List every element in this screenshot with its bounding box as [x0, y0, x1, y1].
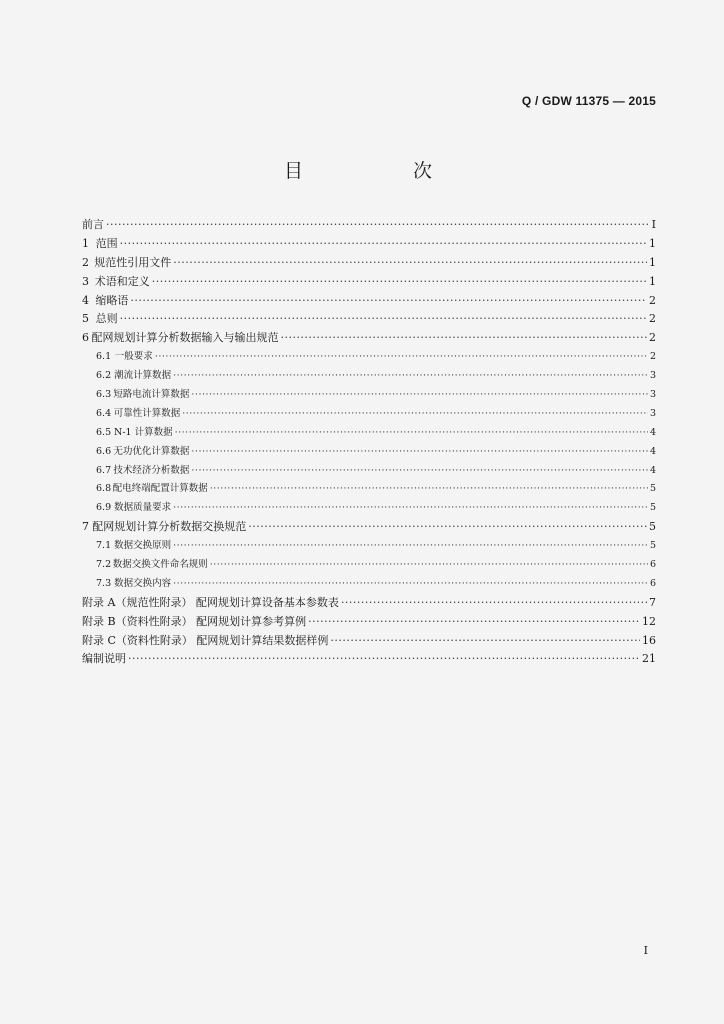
toc-entry-page: 4: [649, 464, 656, 476]
toc-leader-dots: [130, 292, 647, 311]
toc-entry-page: 3: [649, 370, 656, 382]
toc-leader-dots: [191, 462, 648, 481]
toc-entry-title: 一般要求: [114, 351, 153, 363]
toc-entry-title: 配电终端配置计算数据: [112, 483, 208, 495]
toc-entry-page: 1: [649, 255, 656, 269]
toc-leader-dots: [248, 518, 647, 537]
toc-entry-number: 7: [82, 520, 89, 534]
toc-entry-number: 6.2: [96, 370, 112, 382]
toc-entry[interactable]: [82, 348, 656, 367]
toc-entry-title: 前言: [82, 218, 104, 231]
toc-entry[interactable]: [82, 462, 656, 481]
toc-entry[interactable]: [82, 556, 656, 575]
toc-entry[interactable]: [82, 405, 656, 424]
toc-entry-title: 缩略语: [95, 293, 129, 307]
toc-entry-title: 规范性引用文件: [94, 255, 172, 269]
toc-entry-number: 7.1: [96, 540, 112, 552]
toc-entry-number: 6.7: [96, 464, 112, 476]
toc-entry-page: 5: [649, 502, 656, 514]
toc-leader-dots: [341, 594, 647, 613]
toc-entry-page: 1: [649, 274, 656, 288]
toc-entry[interactable]: [82, 254, 656, 273]
toc-leader-dots: [175, 424, 648, 443]
toc-entry-page: 21: [642, 652, 656, 666]
toc-entry[interactable]: [82, 424, 656, 443]
toc-entry-page: 4: [649, 426, 656, 438]
toc-entry-page: 7: [649, 595, 656, 609]
toc-entry[interactable]: [82, 613, 656, 632]
toc-leader-dots: [173, 537, 648, 556]
toc-leader-dots: [210, 480, 648, 499]
toc-entry-title: 技术经济分析数据: [113, 464, 190, 476]
toc-entry[interactable]: [82, 329, 656, 348]
toc-leader-dots: [173, 575, 648, 594]
toc-leader-dots: [128, 650, 640, 669]
toc-entry-page: 2: [649, 293, 656, 307]
toc-entry[interactable]: [82, 443, 656, 462]
toc-entry-page: 6: [649, 577, 656, 589]
toc-entry-page: 1: [649, 236, 656, 250]
toc-entry-number: 6: [82, 331, 89, 345]
toc-entry[interactable]: [82, 518, 656, 537]
toc-leader-dots: [280, 329, 647, 348]
toc-entry[interactable]: [82, 367, 656, 386]
toc-entry-page: 5: [649, 540, 656, 552]
toc-entry[interactable]: [82, 310, 656, 329]
toc-entry-title: 编制说明: [82, 652, 126, 666]
toc-entry-title: 无功优化计算数据: [113, 445, 190, 457]
toc-entry[interactable]: [82, 216, 656, 235]
toc-entry-title: 数据交换文件命名规则: [112, 559, 208, 571]
toc-entry-page: 3: [649, 389, 656, 401]
toc-entry[interactable]: [82, 537, 656, 556]
toc-entry-title: 数据质量要求: [114, 502, 172, 514]
toc-leader-dots: [106, 216, 648, 235]
toc-entry[interactable]: [82, 480, 656, 499]
toc-entry-number: 6.4: [96, 407, 112, 419]
toc-entry-page: 5: [649, 520, 656, 534]
toc-entry-page: 3: [649, 407, 656, 419]
toc-leader-dots: [173, 499, 648, 518]
toc-entry-number: 6.9: [96, 502, 112, 514]
toc-entry-title: 数据交换原则: [114, 540, 172, 552]
toc-leader-dots: [173, 367, 648, 386]
toc-entry-number: 6.8: [96, 483, 112, 495]
toc-entry-title: 范围: [95, 236, 118, 250]
toc-entry-title: 配网规划计算分析数据输入与输出规范: [91, 331, 279, 345]
toc-entry-title: 可靠性计算数据: [113, 407, 181, 419]
toc-leader-dots: [120, 235, 647, 254]
toc-entry-title: 潮流计算数据: [114, 370, 172, 382]
toc-entry[interactable]: [82, 499, 656, 518]
toc-entry-number: 7.2: [96, 559, 112, 571]
toc-entry-title: 配网规划计算分析数据交换规范: [92, 520, 247, 534]
toc-entry[interactable]: [82, 292, 656, 311]
toc-entry-page: 6: [649, 559, 656, 571]
toc-entry-page: 2: [649, 351, 656, 363]
toc-leader-dots: [155, 348, 648, 367]
toc-entry[interactable]: [82, 632, 656, 651]
toc-entry-number: 3: [82, 274, 89, 288]
standard-number: Q / GDW 11375 — 2015: [521, 94, 656, 108]
toc-entry[interactable]: [82, 575, 656, 594]
toc-entry-title: N-1 计算数据: [114, 426, 173, 438]
toc-leader-dots: [173, 254, 647, 273]
toc-entry-page: 4: [649, 445, 656, 457]
page-number: I: [643, 944, 648, 957]
toc-entry-page: 2: [649, 312, 656, 326]
toc-entry-number: 7.3: [96, 577, 112, 589]
toc-leader-dots: [191, 443, 648, 462]
toc-entry-number: 6.3: [96, 389, 112, 401]
toc-entry-page: 5: [649, 483, 656, 495]
toc-entry-title: 附录 C（资料性附录） 配网规划计算结果数据样例: [82, 633, 329, 647]
toc-entry-number: 2: [82, 255, 89, 269]
toc-entry-title: 数据交换内容: [114, 577, 172, 589]
table-of-contents: [82, 216, 656, 669]
toc-leader-dots: [210, 556, 648, 575]
toc-entry[interactable]: [82, 386, 656, 405]
toc-entry-number: 6.5: [96, 426, 112, 438]
toc-entry-title: 总则: [95, 312, 118, 326]
toc-entry-number: 6.6: [96, 445, 112, 457]
toc-leader-dots: [120, 310, 647, 329]
toc-leader-dots: [152, 273, 647, 292]
toc-entry-number: 6.1: [96, 351, 112, 363]
toc-entry-page: 12: [642, 614, 656, 628]
toc-entry-title: 附录 B（资料性附录） 配网规划计算参考算例: [82, 614, 307, 628]
page-title: 目 次: [283, 160, 485, 182]
toc-entry[interactable]: [82, 235, 656, 254]
toc-leader-dots: [191, 386, 648, 405]
toc-entry-page: 2: [649, 331, 656, 345]
toc-entry-number: 4: [82, 293, 89, 307]
toc-entry-number: 5: [82, 312, 89, 326]
toc-leader-dots: [330, 632, 640, 651]
toc-leader-dots: [308, 613, 640, 632]
toc-entry-page: I: [651, 218, 656, 231]
toc-leader-dots: [182, 405, 648, 424]
toc-entry[interactable]: [82, 273, 656, 292]
toc-entry[interactable]: [82, 650, 656, 669]
toc-entry-title: 短路电流计算数据: [113, 389, 190, 401]
toc-entry-title: 附录 A（规范性附录） 配网规划计算设备基本参数表: [82, 595, 339, 609]
toc-entry[interactable]: [82, 594, 656, 613]
toc-entry-title: 术语和定义: [94, 274, 150, 288]
toc-entry-page: 16: [642, 633, 656, 647]
toc-entry-number: 1: [82, 236, 89, 250]
